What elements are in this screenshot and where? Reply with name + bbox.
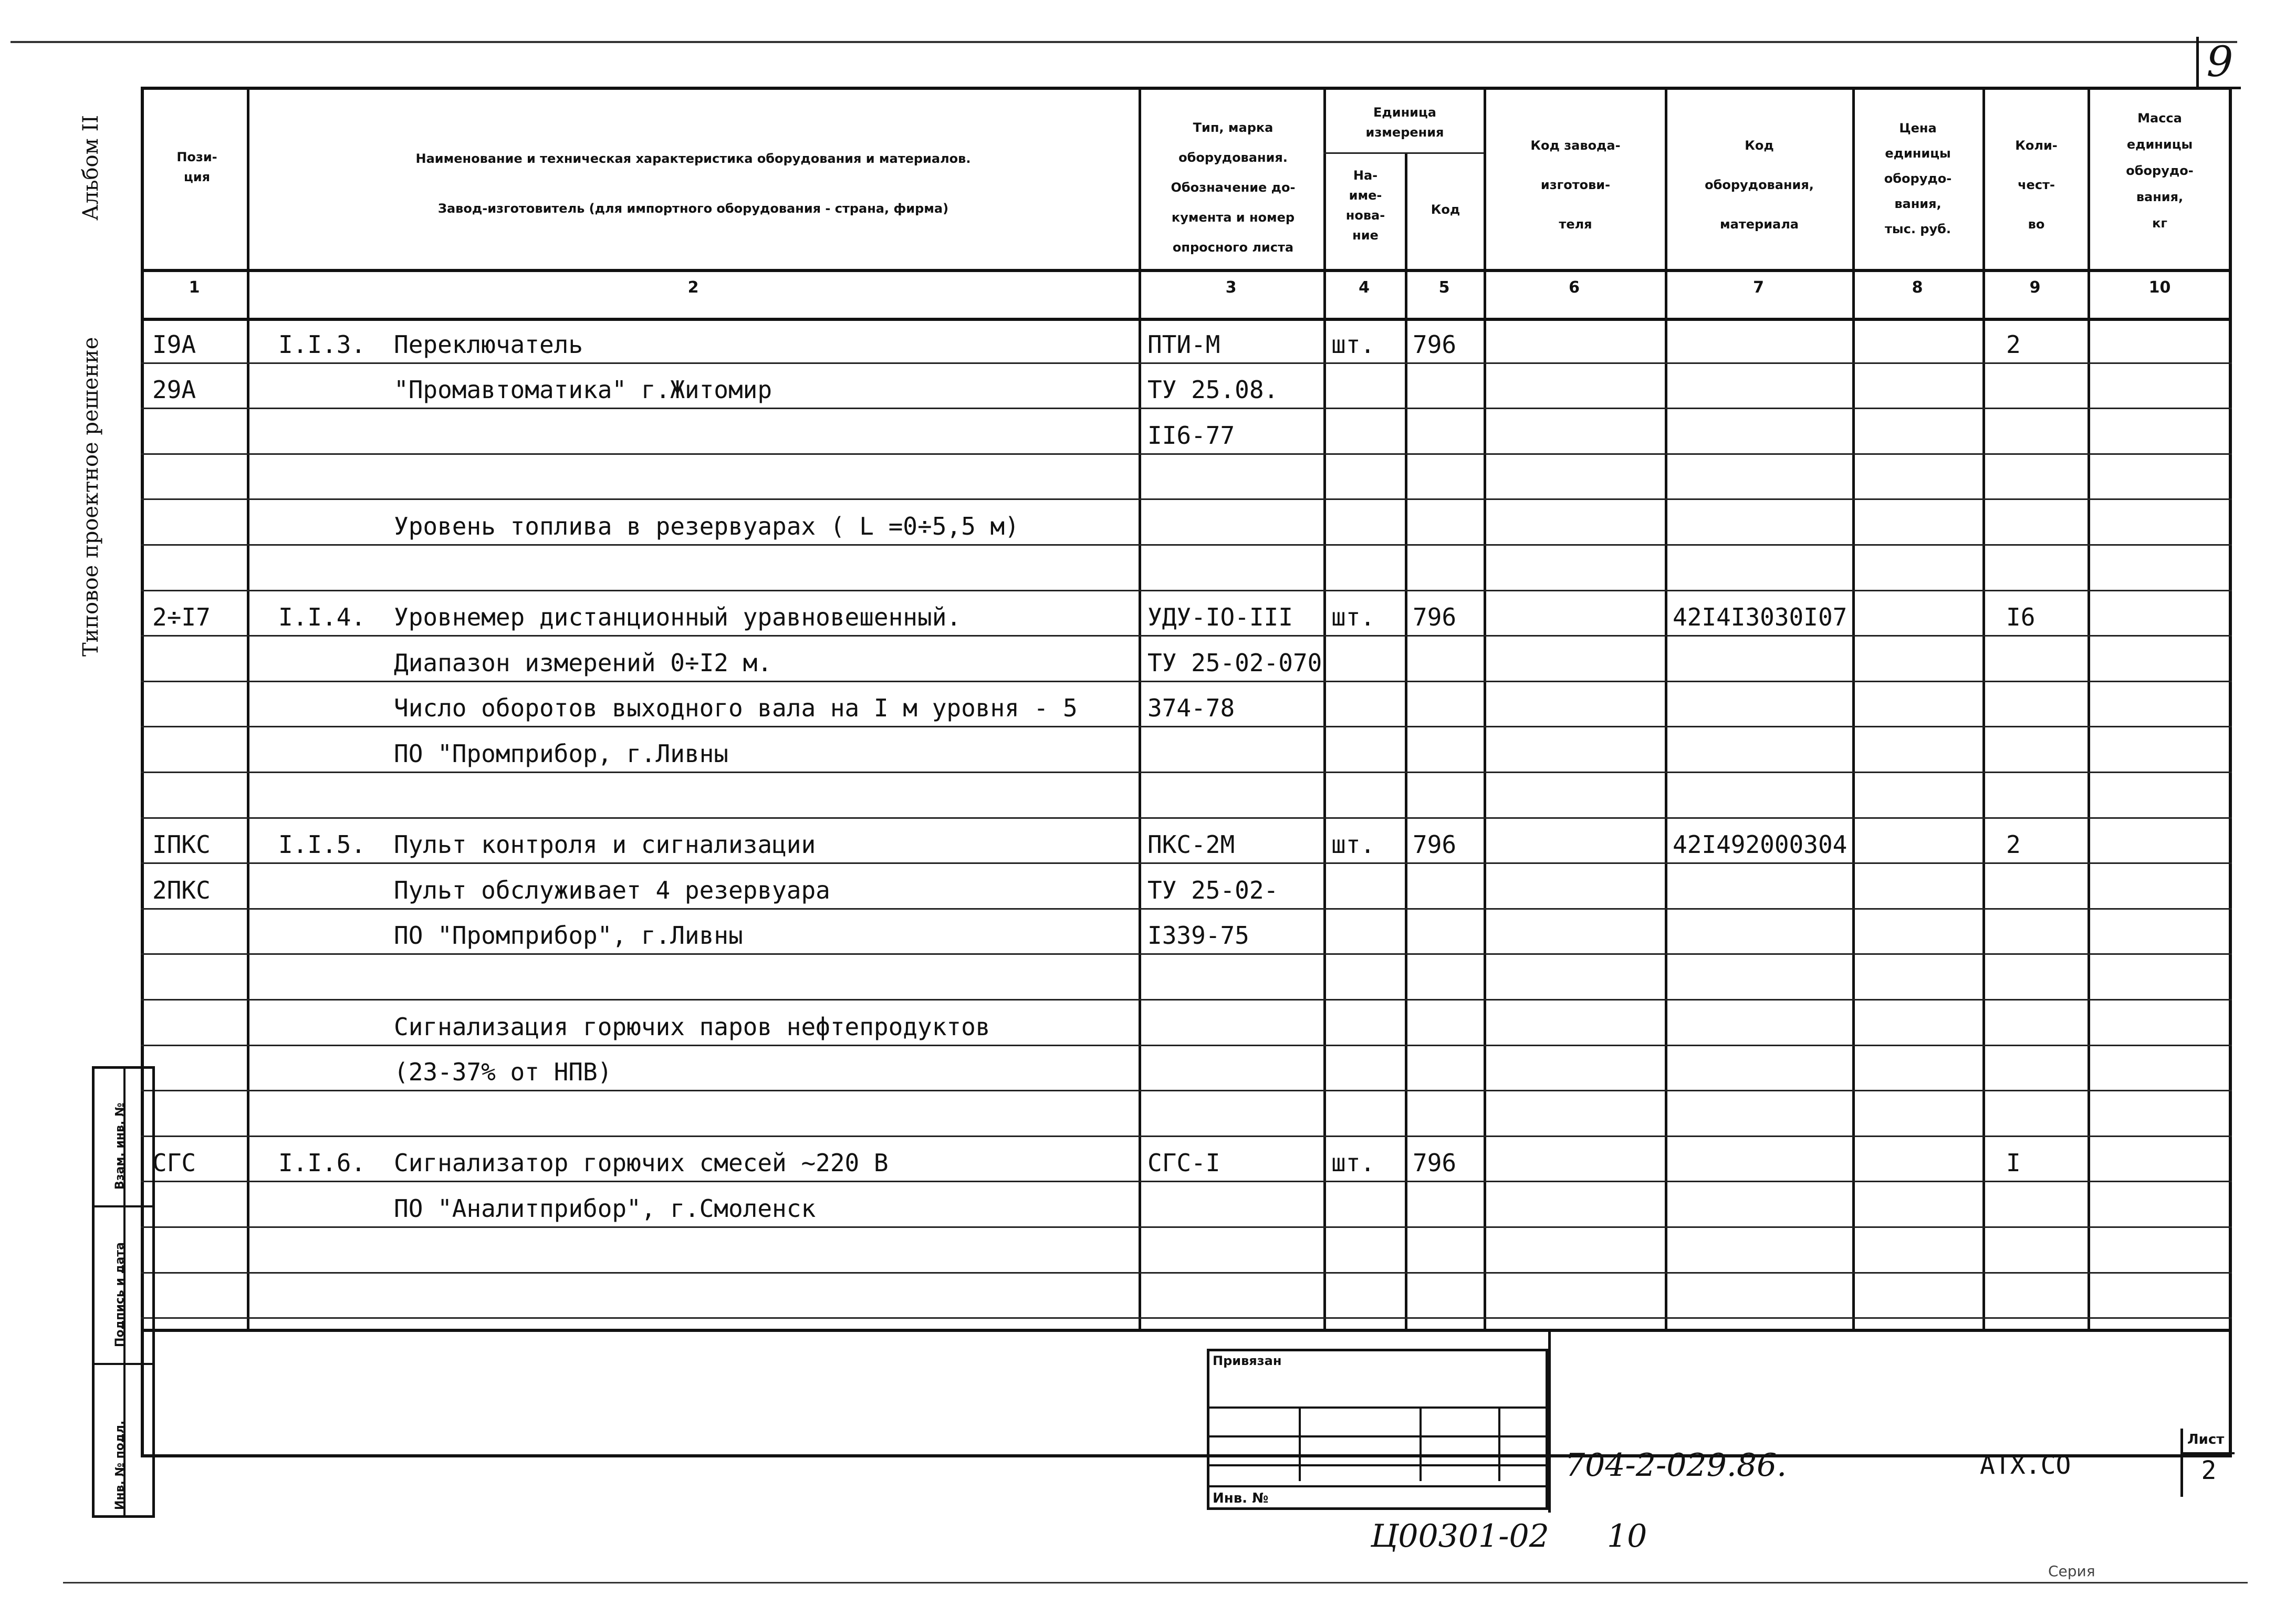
stamp-title: Привязан — [1213, 1353, 1282, 1368]
cell-type: II6-77 — [1147, 421, 1235, 450]
side-approval-box — [92, 1066, 155, 1518]
cell-type: I339-75 — [1147, 921, 1249, 950]
row-line — [141, 1317, 2232, 1319]
row-line — [141, 817, 2232, 819]
row-line — [141, 590, 2232, 591]
cell-position: 29A — [152, 376, 196, 404]
cell-item-code: I.I.5. — [278, 830, 366, 859]
header-bottom-line — [141, 269, 2232, 272]
cell-position: IПКС — [152, 830, 211, 859]
row-line — [141, 1226, 2232, 1228]
colnum-4: 4 — [1359, 278, 1370, 297]
row-line — [141, 862, 2232, 864]
side-box-label-replace: Взам. инв. № — [113, 1102, 127, 1190]
cell-name: Пульт обслуживает 4 резервуара — [394, 876, 830, 904]
side-label-project: Типовое проектное решение — [79, 337, 103, 657]
cell-type: ПТИ-М — [1147, 330, 1220, 359]
colnum-8: 8 — [1912, 278, 1923, 297]
row-line — [141, 1135, 2232, 1137]
cell-equipment-code: 42I4I3030I07 — [1673, 603, 1848, 632]
row-line — [141, 953, 2232, 955]
top-border-line — [11, 41, 2237, 43]
col-line — [1982, 87, 1985, 1329]
bottom-border-line — [63, 1582, 2248, 1583]
header-mass: Масса единицы оборудо- вания, кг — [2126, 111, 2194, 231]
binding-stamp — [1207, 1349, 1548, 1510]
cell-unit: шт. — [1331, 1149, 1375, 1178]
header-unit-name: На- име- нова- ние — [1345, 168, 1385, 243]
header-equipment-code: Код оборудования, материала — [1705, 138, 1814, 232]
cell-quantity: I — [2006, 1149, 2021, 1178]
doc-code: АТХ.СО — [1980, 1451, 2071, 1480]
col-line — [1665, 87, 1667, 1329]
cell-type: 374-78 — [1147, 694, 1235, 723]
cell-position: I9A — [152, 330, 196, 359]
col-line — [1405, 152, 1407, 1329]
cell-type: СГС-I — [1147, 1149, 1220, 1178]
colnum-7: 7 — [1753, 278, 1764, 297]
cell-position: 2ПКС — [152, 876, 211, 904]
cell-type: ТУ 25-02-070 — [1147, 648, 1322, 677]
row-line — [141, 635, 2232, 637]
header-plant-code: Код завода- изготови- теля — [1530, 138, 1621, 232]
row-line — [141, 1090, 2232, 1091]
cell-name: ПО "Промприбор", г.Ливны — [394, 921, 743, 950]
cell-unit-code: 796 — [1413, 830, 1457, 859]
row-line — [141, 1181, 2232, 1182]
cell-name: Число оборотов выходного вала на I м уровня - 5 — [394, 694, 1078, 723]
row-line — [141, 681, 2232, 682]
row-line — [141, 772, 2232, 773]
cell-name: (23-37% от НПВ) — [394, 1058, 612, 1087]
row-line — [141, 1045, 2232, 1046]
row-line — [141, 362, 2232, 364]
side-box-label-original: Инв. № подл. — [113, 1420, 127, 1510]
colnum-9: 9 — [2029, 278, 2041, 297]
header-position: Пози- ция — [176, 150, 217, 184]
sheet-box — [2180, 1429, 2235, 1497]
cell-unit: шт. — [1331, 830, 1375, 859]
col-line — [1323, 87, 1326, 1329]
cell-name: Диапазон измерений 0÷I2 м. — [394, 648, 773, 677]
cell-name: Пульт контроля и сигнализации — [394, 830, 816, 859]
cell-type: ТУ 25.08. — [1147, 376, 1279, 404]
doc-number: 704-2-029.86. — [1565, 1447, 1787, 1484]
sheet-number: 2 — [2201, 1456, 2217, 1485]
cell-name: Уровнемер дистанционный уравновешенный. — [394, 603, 962, 632]
cell-type: ПКС-2М — [1147, 830, 1235, 859]
cell-type: ТУ 25-02- — [1147, 876, 1279, 904]
header-type: Тип, марка оборудования. Обозначение до- кумента и номер опросного листа — [1171, 120, 1296, 255]
cell-unit-code: 796 — [1413, 330, 1457, 359]
cell-item-code: I.I.6. — [278, 1149, 366, 1178]
page-number: 9 — [2196, 37, 2241, 89]
cell-unit: шт. — [1331, 603, 1375, 632]
cell-item-code: I.I.4. — [278, 603, 366, 632]
colnum-5: 5 — [1438, 278, 1450, 297]
row-line — [141, 726, 2232, 727]
row-line — [141, 544, 2232, 546]
album-code: Ц00301-02 — [1371, 1518, 1549, 1555]
unit-header-line — [1323, 152, 1484, 154]
cell-name: ПО "Промприбор, г.Ливны — [394, 739, 728, 768]
colnum-10: 10 — [2148, 278, 2171, 297]
header-unit: Единица измерения — [1365, 105, 1444, 140]
col-line — [1484, 87, 1486, 1329]
colnum-6: 6 — [1569, 278, 1580, 297]
cell-name: ПО "Аналитприбор", г.Смоленск — [394, 1194, 816, 1223]
colnum-1: 1 — [189, 278, 200, 297]
row-line — [141, 1272, 2232, 1274]
cell-position: СГС — [152, 1149, 196, 1178]
col-line — [247, 87, 249, 1329]
cell-item-code: I.I.3. — [278, 330, 366, 359]
stamp-inv: Инв. № — [1213, 1491, 1269, 1506]
cell-unit-code: 796 — [1413, 603, 1457, 632]
cell-position: 2÷I7 — [152, 603, 211, 632]
header-unit-code: Код — [1431, 202, 1460, 217]
sheet-label: Лист — [2187, 1432, 2225, 1447]
cell-quantity: 2 — [2006, 830, 2021, 859]
row-line — [141, 999, 2232, 1001]
cell-name: Переключатель — [394, 330, 583, 359]
title-block-line — [1548, 1329, 1551, 1513]
cell-type: УДУ-IО-III — [1147, 603, 1293, 632]
row-line — [141, 498, 2232, 500]
cell-name: Сигнализация горючих паров нефтепродуктов — [394, 1012, 990, 1041]
colnum-3: 3 — [1225, 278, 1237, 297]
cell-equipment-code: 42I492000304 — [1673, 830, 1848, 859]
row-line — [141, 408, 2232, 409]
bottom-page: 10 — [1607, 1518, 1647, 1555]
colnum-2: 2 — [687, 278, 699, 297]
row-line — [141, 908, 2232, 910]
header-name: Наименование и техническая характеристика оборудования и материалов. Завод-изготовитель (для импортного оборудования - страна, фирма) — [415, 151, 971, 216]
header-quantity: Коли- чест- во — [2015, 138, 2058, 232]
cell-name: Уровень топлива в резервуарах ( L =0÷5,5 м) — [394, 512, 1019, 540]
side-label-album: Альбом II — [79, 114, 103, 221]
cell-name: "Промавтоматика" г.Житомир — [394, 376, 773, 404]
cell-quantity: 2 — [2006, 330, 2021, 359]
side-box-label-signature: Подпись и дата — [113, 1242, 127, 1347]
col-line — [1139, 87, 1141, 1329]
cell-name: Сигнализатор горючих смесей ~220 В — [394, 1149, 889, 1178]
table-bottom-line — [141, 1329, 2232, 1332]
col-line — [1852, 87, 1855, 1329]
seria-label: Серия — [2048, 1562, 2095, 1580]
row-line — [141, 453, 2232, 455]
col-line — [2088, 87, 2090, 1329]
colnum-bottom-line — [141, 318, 2232, 321]
header-price: Цена единицы оборудо- вания, тыс. руб. — [1884, 121, 1952, 236]
cell-unit: шт. — [1331, 330, 1375, 359]
cell-unit-code: 796 — [1413, 1149, 1457, 1178]
cell-quantity: I6 — [2006, 603, 2036, 632]
